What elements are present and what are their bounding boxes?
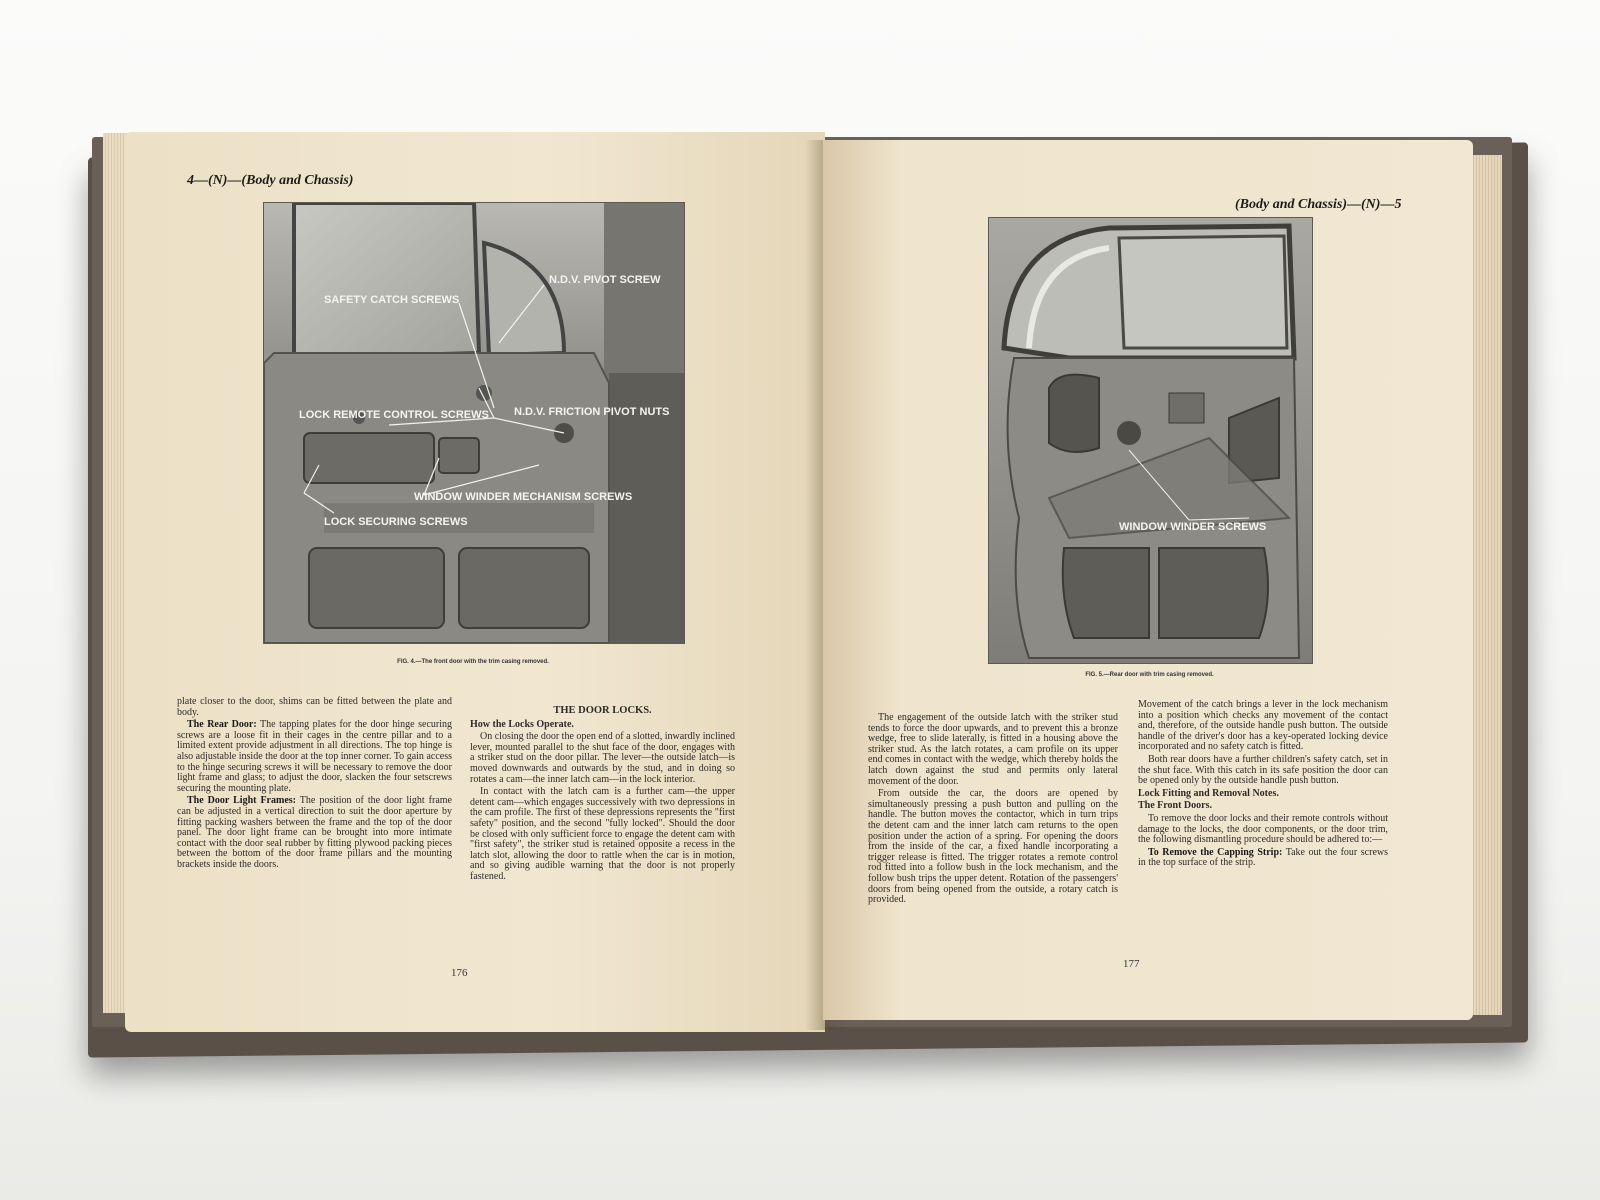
- capping-strip-text: Take out the four screws in the top surface of the strip.: [1138, 846, 1388, 869]
- page-number-right: 177: [1123, 958, 1140, 970]
- paragraph: Movement of the catch brings a lever in the lock mechanism into a position which checks any movement of the contact and, therefore, of the outside handle push button. The outside handle of the driver's door has a key-operated locking device incorporated and no safety catch is fitted.: [1138, 699, 1388, 753]
- page-number-left: 176: [451, 967, 468, 979]
- label-ndv-friction-pivot-nuts: N.D.V. FRICTION PIVOT NUTS: [514, 406, 670, 418]
- paragraph: In contact with the latch cam is a further cam—the upper detent cam—which engages successively with two depressions in the cam profile. The first of these depressions represents the "first safety" position, and the second "fully locked". Should the door be closed with only sufficient force to engage the detent cam with "first safety", the striker stud is retained opposite a recess in the latch slot, allowing the door to rattle when the car is in motion, and so giving audible warning that the door is not properly fastened.: [470, 786, 735, 882]
- label-safety-catch-screws: SAFETY CATCH SCREWS: [324, 294, 460, 306]
- fig4-caption: FIG. 4.—The front door with the trim casing removed.: [397, 659, 549, 665]
- paragraph-door-light-frames: [177, 796, 452, 870]
- paragraph-capping-strip: [1138, 848, 1388, 869]
- right-page: [823, 140, 1473, 1020]
- label-window-winder-mechanism-screws: WINDOW WINDER MECHANISM SCREWS: [414, 491, 633, 503]
- subhead-how-locks-operate: How the Locks Operate.: [470, 718, 574, 730]
- paragraph: The engagement of the outside latch with the striker stud tends to force the door upwards, and to prevent this a bronze wedge, free to slide laterally, is fitted in a housing above the striker stud. As the latch rotates, a cam profile on its upper end comes in contact with the wedge, which thereby holds the latch down against the stud and permits only lateral movement of the door.: [868, 712, 1118, 787]
- right-page-header: (Body and Chassis)—(N)—5: [1235, 197, 1402, 212]
- right-column-2: [1138, 700, 1388, 871]
- paragraph-rear-door: [177, 720, 452, 794]
- label-lock-remote-control-screws: LOCK REMOTE CONTROL SCREWS: [299, 409, 489, 421]
- label-lock-securing-screws: LOCK SECURING SCREWS: [324, 516, 468, 528]
- label-ndv-pivot-screw: N.D.V. PIVOT SCREW: [549, 274, 661, 286]
- subhead-door-light-frames: The Door Light Frames:: [187, 795, 296, 807]
- subhead-capping-strip: To Remove the Capping Strip:: [1148, 846, 1283, 858]
- subhead-lock-fitting: Lock Fitting and Removal Notes.: [1138, 787, 1279, 799]
- paragraph: On closing the door the open end of a slotted, inwardly inclined lever, mounted parallel to the shut face of the door, engages with a striker stud on the door pillar. The lever—the outside latch—is moved downwards and outwards by the stud, and in doing so rotates a cam—the inner latch cam—in the lock interior.: [470, 731, 735, 785]
- subhead-front-doors: The Front Doors.: [1138, 800, 1212, 812]
- section-title-door-locks: THE DOOR LOCKS.: [553, 705, 652, 716]
- subhead-rear-door: The Rear Door:: [187, 719, 257, 731]
- right-column-1: [868, 713, 1118, 908]
- left-page-header: 4—(N)—(Body and Chassis): [187, 173, 354, 188]
- left-page: [125, 132, 825, 1032]
- rear-door-text: The tapping plates for the door hinge securing screws are a loose fit in their cages in the centre pillar and to a limited extent provide adjustment in all directions. The top hinge is also adjustable inside the door at the top inner corner. To gain access to the hinge securing screws it will be necessary to remove the door light frame and glass; to adjust the door, slacken the four setscrews securing the mounting plate.: [177, 719, 453, 794]
- door-light-frames-text: The position of the door light frame can be adjusted in a vertical direction to suit the door aperture by fitting packing washers between the frame and the top of the door panel. The door light frame can be brought into more intimate contact with the door seal rubber by fitting plywood packing pieces between the bottom of the door frame pillars and the mounting brackets inside the doors.: [177, 795, 452, 870]
- label-window-winder-screws: WINDOW WINDER SCREWS: [1119, 521, 1267, 533]
- paragraph: From outside the car, the doors are opened by simultaneously pressing a push button and pulling on the handle. The button moves the contactor, which in turn trips the detent cam and the inner latch cam returns to the open position under the action of a spring. For opening the doors from the inside of the car, a fixed handle incorporating a trigger release is fitted. The trigger rotates a remote control rod fitted into a follow bush in the lock mechanism, and the follow bush trips the upper detent. Rotation of the passengers' doors from being opened from the outside, a rotary catch is provided.: [868, 788, 1118, 906]
- paragraph: Both rear doors have a further children's safety catch, set in the shut face. With this catch in its safe position the door can be opened only by the outside handle push button.: [1138, 753, 1388, 787]
- left-column-1: [177, 697, 452, 873]
- left-column-2: [470, 704, 735, 885]
- paragraph: plate closer to the door, shims can be fitted between the plate and body.: [177, 696, 452, 718]
- fig5-caption: FIG. 5.—Rear door with trim casing removed.: [1085, 672, 1214, 678]
- front-door-photo: [263, 202, 685, 644]
- paragraph: To remove the door locks and their remote controls without damage to the locks, the door components, or the door trim, the following dismantling procedure should be adhered to:—: [1138, 812, 1388, 846]
- rear-door-photo: [988, 217, 1313, 664]
